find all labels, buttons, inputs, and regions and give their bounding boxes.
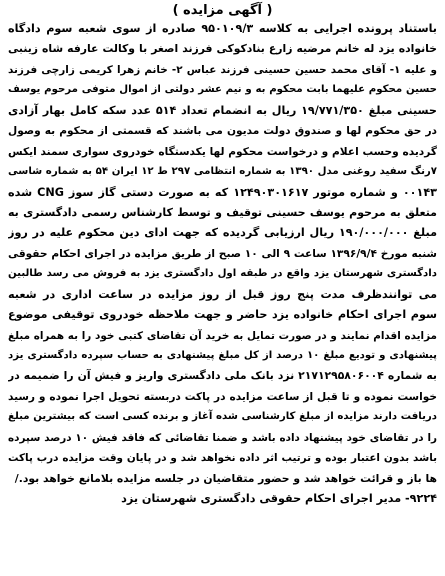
notice-line: به شماره ۲۱۷۱۲۹۵۸۰۶۰۰۴ نزد بانک ملی دادگستری واریز و فیش آن را ضمیمه در xyxy=(8,369,437,383)
notice-body xyxy=(8,19,437,489)
notice-line: حسینی مبلغ ۱۹/۷۷۱/۳۵۰ ریال به انضمام تعداد ۵۱۴ عدد سکه کامل بهار آزادی xyxy=(8,103,437,117)
notice-line: ۷رنگ سفید روغنی مدل ۱۳۹۰ به شماره انتظامی ۲۹۷ ط ۱۲ ایران ۵۴ به شماره شاسی xyxy=(8,166,437,178)
notice-footer: ۹۲۲۴- مدیر اجرای احکام حقوقی دادگستری شهرستان یزد xyxy=(121,492,437,506)
notice-line: باستناد پرونده اجرایی به کلاسه ۹۵۰۱۰۹/۳ صادره از سوی شعبه سوم دادگاه xyxy=(8,22,437,35)
notice-line: ۰۰۱۴۳ و شماره موتور ۱۲۴۹۰۳۰۱۶۱۷ که به صورت دستی گاز سوز CNG شده xyxy=(8,185,437,199)
notice-line: دریافت دارند مزایده از مبلغ کارشناسی شده آغاز و برنده کسی است که بیشترین مبلغ xyxy=(8,411,437,423)
notice-line: ها باز و قرائت خواهد شد و حضور متقاضیان در جلسه مزایده بلامانع خواهد بود./ xyxy=(14,471,437,485)
notice-line: پیشنهادی و تودیع مبلغ ۱۰ درصد از کل مبلغ پیشنهادی به حساب سپرده دادگستری یزد xyxy=(8,350,437,361)
notice-line: گردیده وحسب اعلام و درخواست محکوم لها یکدستگاه خودروی سواری سمند ایکس xyxy=(8,145,437,158)
notice-line: باشد بدون اعتبار بوده و ترتیب اثر داده نخواهد شد و در پایان وقت مزایده درب پاکت xyxy=(8,452,437,465)
notice-line: خواست نموده و تا قبل از ساعت مزایده در پاکت دربسته تحویل اجرا نموده و رسید xyxy=(8,390,437,403)
notice-line: مزایده اقدام نمایند و در صورت تمایل به خرید آن تقاضای کتبی خود را به همراه مبلغ xyxy=(8,329,437,342)
notice-line: خانواده یزد له خانم مرضیه زارع بنادکوکی فرزند اصغر با وکالت عارفه شاه زینبی xyxy=(8,42,437,56)
notice-line: متعلق به مرحوم یوسف حسینی توقیف و توسط کارشناس رسمی دادگستری به xyxy=(8,205,437,219)
notice-line: و علیه ۱- آقای محمد حسین حسینی فرزند عباس ۲- خانم زهرا کریمی زارچی فرزند xyxy=(8,63,437,76)
notice-line: را در تقاضای خود پیشنهاد داده باشد و ضمنا تقاضائی که فاقد فیش ۱۰ درصد سپرده xyxy=(8,431,437,444)
notice-line: شنبه مورخ ۱۳۹۶/۹/۴ ساعت ۹ الی ۱۰ صبح از طریق مزایده در اجرای احکام حقوقی xyxy=(8,247,437,260)
notice-title: ( آگهی مزایده ) xyxy=(172,3,273,18)
notice-line: می توانندظرف مدت پنج روز قبل از روز مزایده در ساعت اداری در شعبه xyxy=(8,287,437,301)
notice-line: در حق محکوم لها و صندوق دولت مدیون می باشند که قسمتی از محکوم به وصول xyxy=(8,125,437,138)
notice-line: دادگستری شهرستان یزد واقع در طبقه اول دادگستری یزد به فروش می رسد طالبین xyxy=(8,268,437,280)
notice-line: حسین محکوم علیهما بابت محکوم به و نیم عشر دولتی از اموال متوفی مرحوم یوسف xyxy=(8,84,437,96)
notice-line: سوم اجرای احکام خانواده یزد حاضر و جهت ملاحظه خودروی توقیفی موضوع xyxy=(8,308,437,322)
notice-line: مبلغ ۱۹۰/۰۰۰/۰۰۰ ریال ارزیابی گردیده که جهت ادای دین محکوم علیه در روز xyxy=(8,226,437,240)
